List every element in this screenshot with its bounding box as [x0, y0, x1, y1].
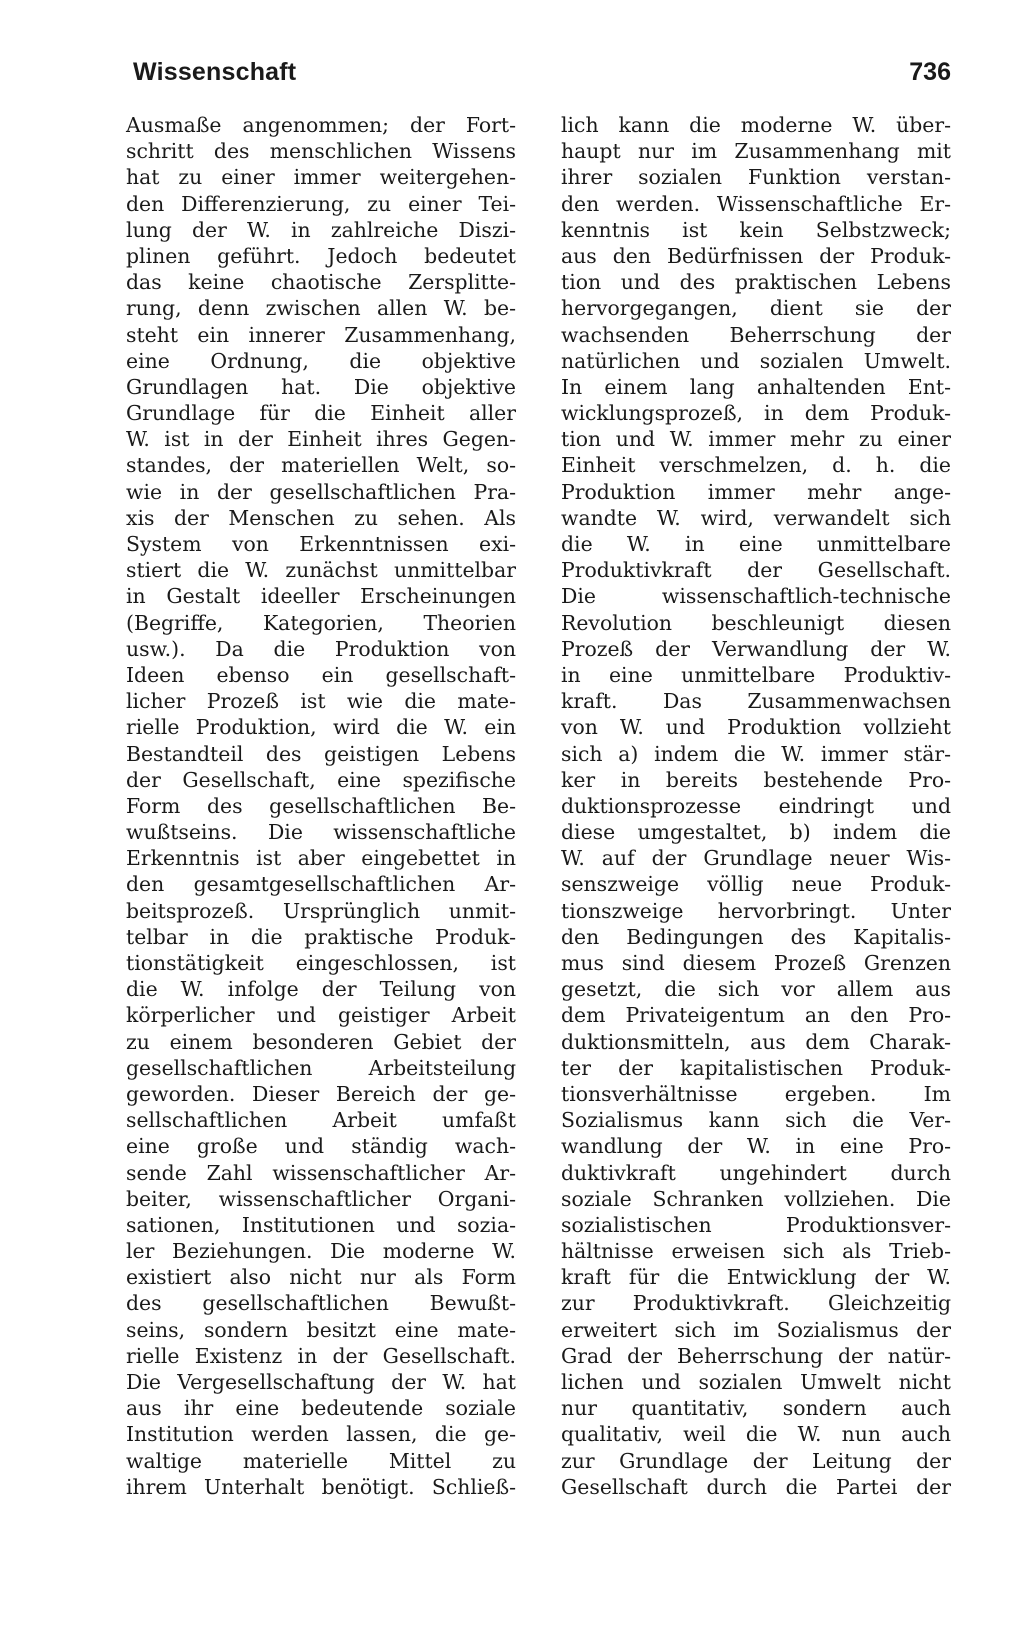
text-line: zu einem besonderen Gebiet der: [126, 1029, 516, 1054]
text-line: Grad der Beherrschung der natür-: [561, 1343, 951, 1368]
text-line: sich a) indem die W. immer stär-: [561, 741, 951, 766]
text-line: den gesamtgesellschaftlichen Ar-: [126, 872, 516, 897]
text-line: duktionsmitteln, aus dem Charak-: [561, 1029, 951, 1054]
text-line: ihrer sozialen Funktion verstan-: [561, 165, 951, 190]
text-line: soziale Schranken vollziehen. Die: [561, 1186, 951, 1211]
text-line: beitsprozeß. Ursprünglich unmit-: [126, 898, 516, 923]
text-line: Prozeß der Verwandlung der W.: [561, 636, 951, 661]
text-line: xis der Menschen zu sehen. Als: [126, 505, 516, 530]
text-line: wicklungsprozeß, in dem Produk-: [561, 401, 951, 426]
text-line: die W. infolge der Teilung von: [126, 977, 516, 1002]
text-line: W. ist in der Einheit ihres Gegen-: [126, 427, 516, 452]
text-line: lung der W. in zahlreiche Diszi-: [126, 217, 516, 242]
text-line: wie in der gesellschaftlichen Pra-: [126, 479, 516, 504]
text-line: Ideen ebenso ein gesellschaft-: [126, 662, 516, 687]
text-line: W. auf der Grundlage neuer Wis-: [561, 846, 951, 871]
text-line: licher Prozeß ist wie die mate-: [126, 689, 516, 714]
text-line: mus sind diesem Prozeß Grenzen: [561, 951, 951, 975]
text-line: hervorgegangen, dient sie der: [561, 296, 951, 321]
text-line: Produktion immer mehr ange-: [561, 479, 951, 504]
text-line: sellschaftlichen Arbeit umfaßt: [126, 1108, 516, 1133]
right-text-column: [561, 112, 951, 1500]
text-line: seins, sondern besitzt eine mate-: [126, 1317, 516, 1342]
text-line: tion und W. immer mehr zu einer: [561, 427, 951, 452]
text-line: Bestandteil des geistigen Lebens: [126, 741, 516, 766]
text-line: Einheit verschmelzen, d. h. die: [561, 453, 951, 478]
left-text-column: [126, 112, 516, 1500]
text-line: lichen und sozialen Umwelt nicht: [561, 1370, 951, 1394]
text-line: kraft. Das Zusammenwachsen: [561, 689, 951, 714]
text-line: telbar in die praktische Produk-: [126, 924, 516, 949]
text-line: ter der kapitalistischen Produk-: [561, 1055, 951, 1080]
text-line: rielle Existenz in der Gesellschaft.: [126, 1343, 516, 1368]
text-line: den Differenzierung, zu einer Tei-: [126, 191, 516, 216]
text-line: Revolution beschleunigt diesen: [561, 610, 951, 635]
text-line: tionsverhältnisse ergeben. Im: [561, 1081, 951, 1106]
text-line: aus den Bedürfnissen der Produk-: [561, 243, 951, 268]
text-line: tionstätigkeit eingeschlossen, ist: [126, 951, 516, 975]
text-line: dem Privateigentum an den Pro-: [561, 1003, 951, 1028]
text-line: wußtseins. Die wissenschaftliche: [126, 820, 516, 845]
text-line: gesellschaftlichen Arbeitsteilung: [126, 1055, 516, 1080]
text-line: rielle Produktion, wird die W. ein: [126, 715, 516, 740]
text-line: Gesellschaft durch die Partei der: [561, 1474, 951, 1499]
text-line: Sozialismus kann sich die Ver-: [561, 1108, 951, 1133]
running-head-title: Wissenschaft: [133, 58, 297, 86]
text-line: usw.). Da die Produktion von: [126, 636, 516, 661]
text-line: Ausmaße angenommen; der Fort-: [126, 113, 516, 137]
text-line: sende Zahl wissenschaftlicher Ar-: [126, 1160, 516, 1185]
text-line: in eine unmittelbare Produktiv-: [561, 662, 951, 687]
text-line: Die Vergesellschaftung der W. hat: [126, 1370, 516, 1394]
text-line: existiert also nicht nur als Form: [126, 1265, 516, 1290]
text-line: qualitativ, weil die W. nun auch: [561, 1422, 951, 1447]
text-line: beiter, wissenschaftlicher Organi-: [126, 1186, 516, 1211]
text-line: kenntnis ist kein Selbstzweck;: [561, 217, 951, 242]
text-line: tionszweige hervorbringt. Unter: [561, 898, 951, 923]
page-header: [133, 58, 951, 98]
text-line: von W. und Produktion vollzieht: [561, 715, 951, 740]
text-line: hältnisse erweisen sich als Trieb-: [561, 1239, 951, 1264]
text-line: den werden. Wissenschaftliche Er-: [561, 191, 951, 216]
text-line: wandlung der W. in eine Pro-: [561, 1134, 951, 1159]
text-line: rung, denn zwischen allen W. be-: [126, 296, 516, 321]
text-line: steht ein innerer Zusammenhang,: [126, 322, 516, 347]
text-line: standes, der materiellen Welt, so-: [126, 453, 516, 478]
text-line: Grundlage für die Einheit aller: [126, 401, 516, 426]
text-line: Produktivkraft der Gesellschaft.: [561, 558, 951, 583]
text-line: körperlicher und geistiger Arbeit: [126, 1003, 516, 1028]
text-line: Erkenntnis ist aber eingebettet in: [126, 846, 516, 871]
text-line: Form des gesellschaftlichen Be-: [126, 793, 516, 818]
text-line: sozialistischen Produktionsver-: [561, 1212, 951, 1237]
text-line: senszweige völlig neue Produk-: [561, 872, 951, 897]
text-line: System von Erkenntnissen exi-: [126, 532, 516, 556]
text-line: zur Produktivkraft. Gleichzeitig: [561, 1291, 951, 1316]
text-line: in Gestalt ideeller Erscheinungen: [126, 584, 516, 609]
text-line: plinen geführt. Jedoch bedeutet: [126, 243, 516, 268]
text-line: eine große und ständig wach-: [126, 1134, 516, 1159]
text-line: sationen, Institutionen und sozia-: [126, 1212, 516, 1237]
text-line: das keine chaotische Zersplitte-: [126, 270, 516, 295]
text-line: erweitert sich im Sozialismus der: [561, 1317, 951, 1342]
text-line: nur quantitativ, sondern auch: [561, 1396, 951, 1421]
text-line: gesetzt, die sich vor allem aus: [561, 977, 951, 1002]
text-line: ihrem Unterhalt benötigt. Schließ-: [126, 1474, 516, 1499]
text-line: duktionsprozesse eindringt und: [561, 793, 951, 818]
text-line: Institution werden lassen, die ge-: [126, 1422, 516, 1447]
text-line: wandte W. wird, verwandelt sich: [561, 505, 951, 530]
text-line: den Bedingungen des Kapitalis-: [561, 924, 951, 949]
text-line: des gesellschaftlichen Bewußt-: [126, 1291, 516, 1316]
text-line: geworden. Dieser Bereich der ge-: [126, 1081, 516, 1106]
text-line: waltige materielle Mittel zu: [126, 1448, 516, 1473]
text-line: natürlichen und sozialen Umwelt.: [561, 348, 951, 373]
text-line: diese umgestaltet, b) indem die: [561, 820, 951, 845]
text-line: haupt nur im Zusammenhang mit: [561, 139, 951, 164]
text-line: eine Ordnung, die objektive: [126, 348, 516, 373]
text-line: tion und des praktischen Lebens: [561, 270, 951, 295]
text-line: duktivkraft ungehindert durch: [561, 1160, 951, 1185]
text-line: Grundlagen hat. Die objektive: [126, 374, 516, 399]
text-line: Die wissenschaftlich-technische: [561, 584, 951, 609]
text-line: ker in bereits bestehende Pro-: [561, 767, 951, 792]
text-line: kraft für die Entwicklung der W.: [561, 1265, 951, 1290]
text-line: lich kann die moderne W. über-: [561, 113, 951, 137]
text-line: In einem lang anhaltenden Ent-: [561, 374, 951, 399]
page-number: 736: [909, 58, 951, 86]
text-line: aus ihr eine bedeutende soziale: [126, 1396, 516, 1421]
text-line: ler Beziehungen. Die moderne W.: [126, 1239, 516, 1264]
text-line: wachsenden Beherrschung der: [561, 322, 951, 347]
text-line: der Gesellschaft, eine spezifische: [126, 767, 516, 792]
text-line: stiert die W. zunächst unmittelbar: [126, 558, 516, 583]
text-line: hat zu einer immer weitergehen-: [126, 165, 516, 190]
text-line: zur Grundlage der Leitung der: [561, 1448, 951, 1473]
text-line: schritt des menschlichen Wissens: [126, 139, 516, 164]
text-line: (Begriffe, Kategorien, Theorien: [126, 610, 516, 635]
text-line: die W. in eine unmittelbare: [561, 532, 951, 556]
